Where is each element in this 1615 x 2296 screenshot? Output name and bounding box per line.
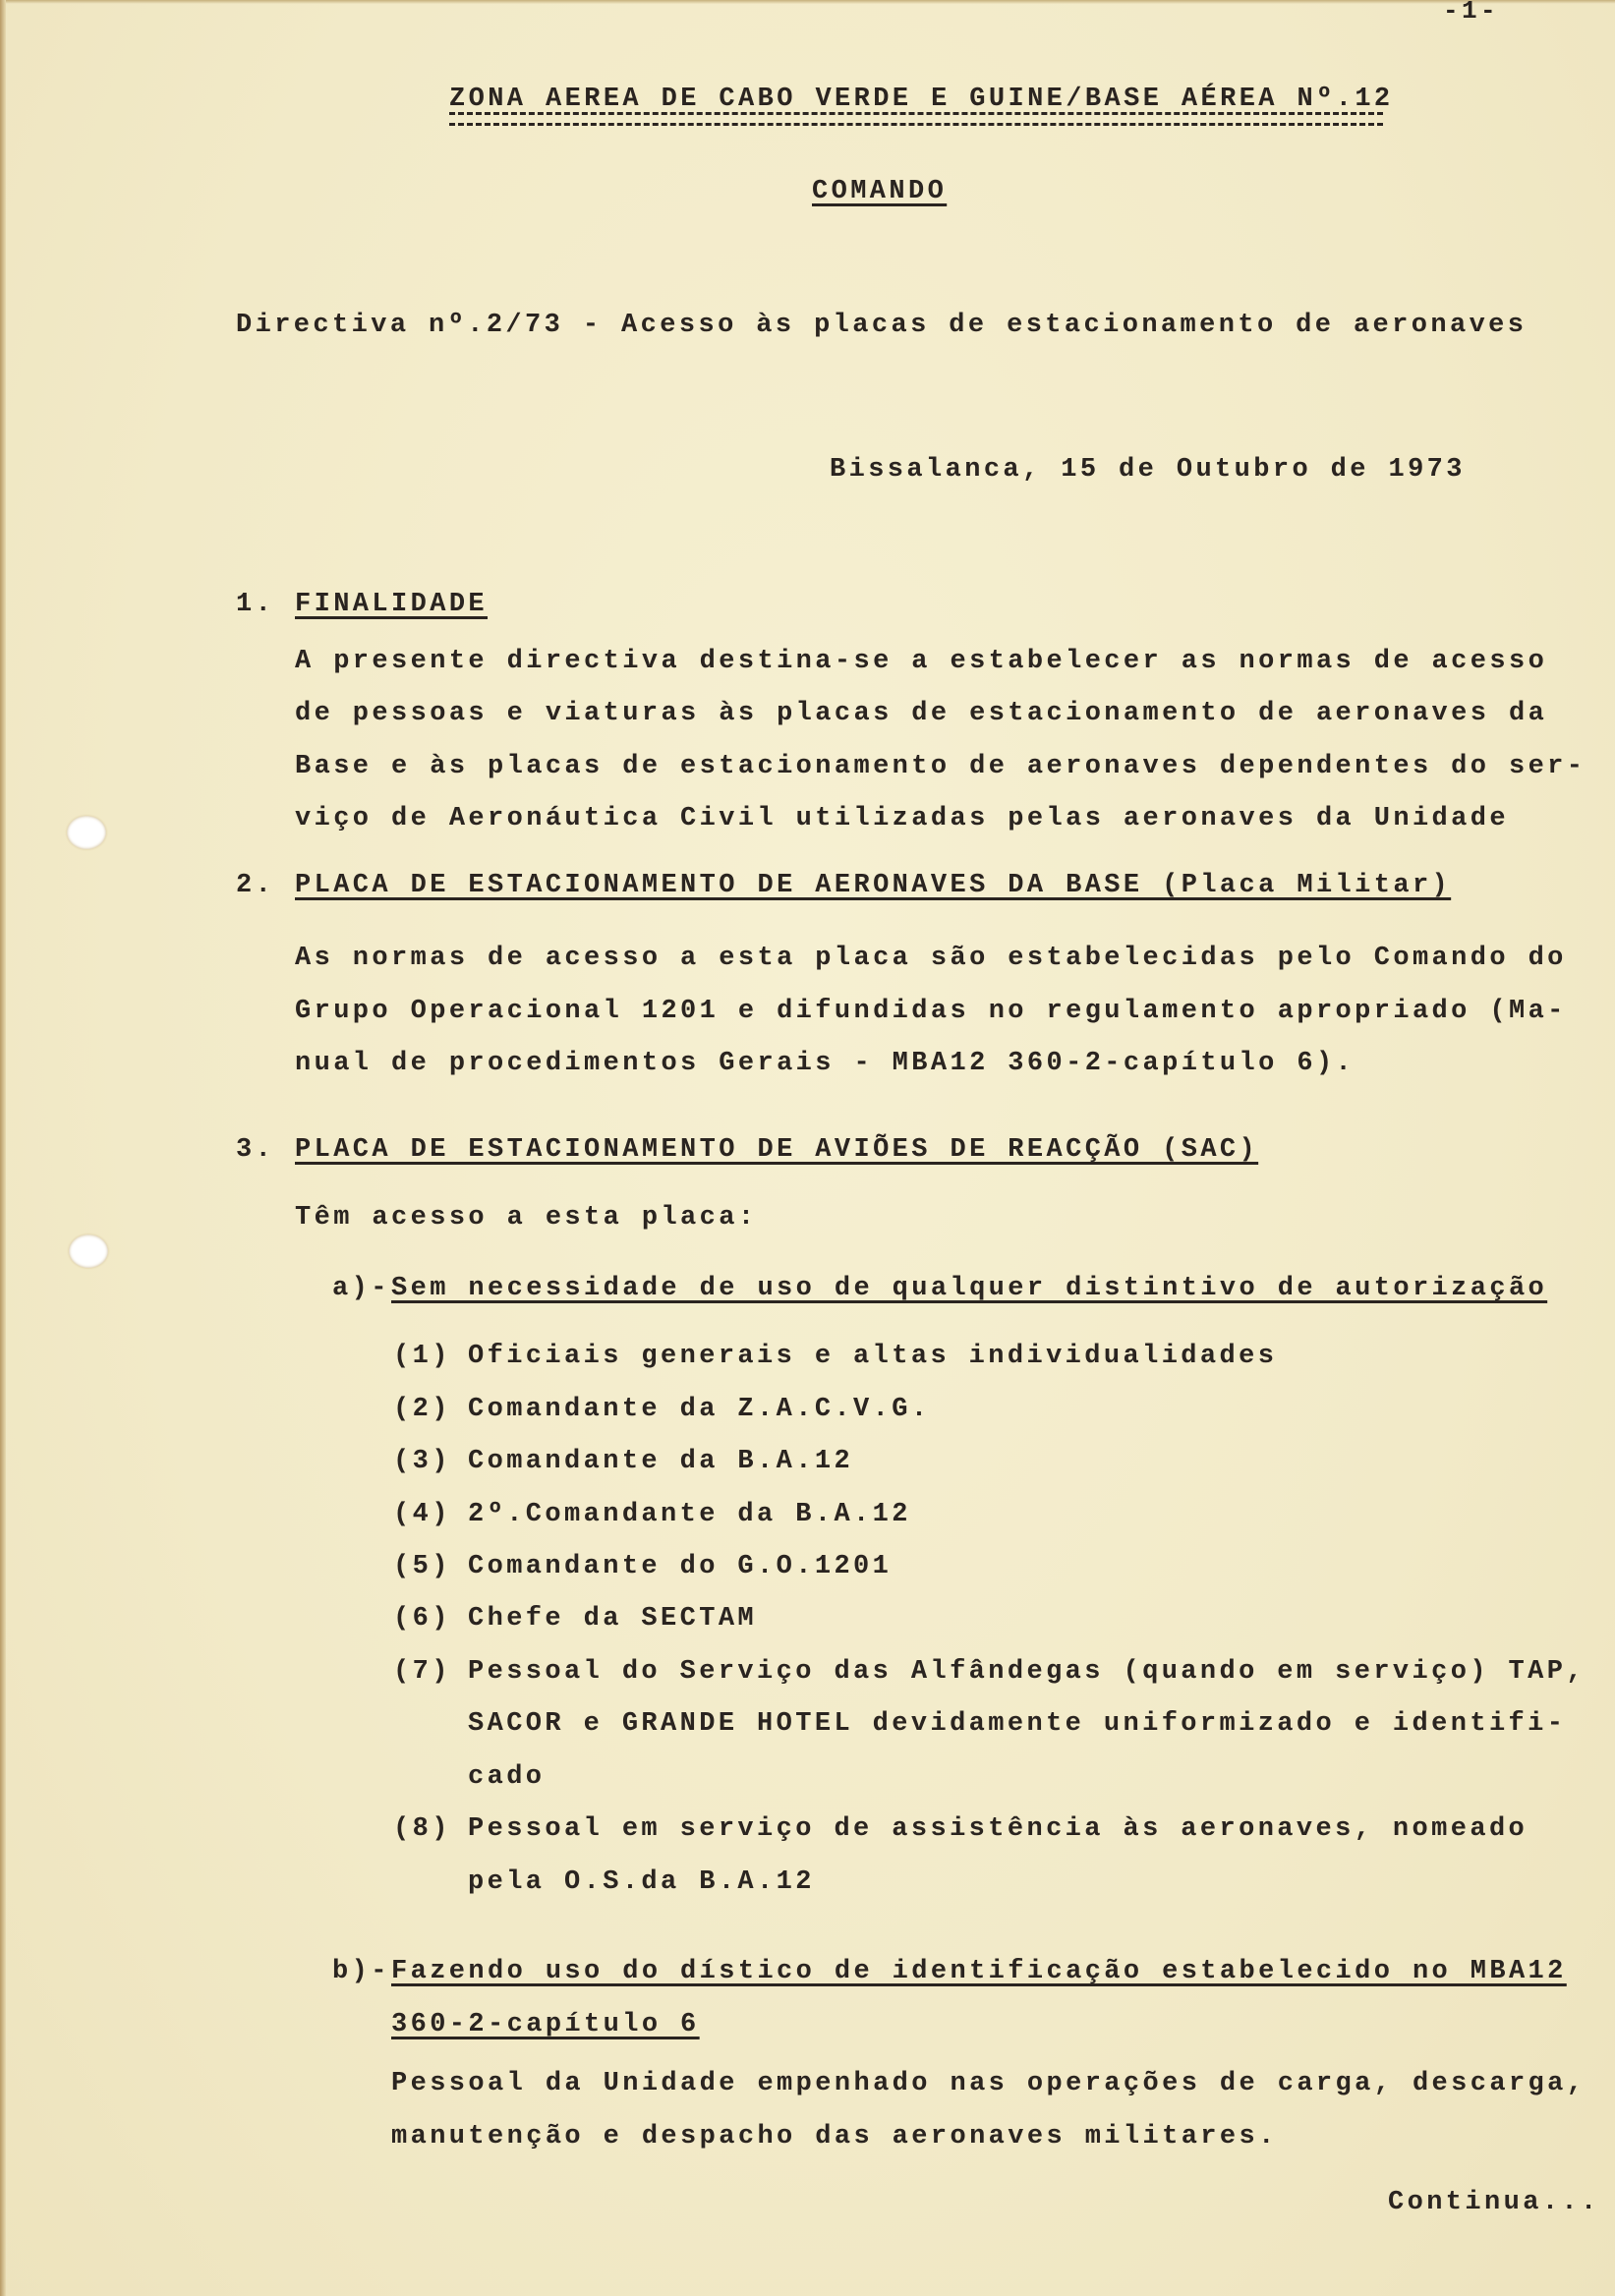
subsection-label: b)-	[332, 1957, 390, 1986]
directive-title: Directiva nº.2/73 - Acesso às placas de estacionamento de aeronaves	[236, 311, 1528, 340]
list-item-text: Comandante da B.A.12	[468, 1447, 854, 1476]
double-underline	[449, 112, 1383, 126]
section-heading: FINALIDADE	[295, 590, 489, 619]
paragraph-line: As normas de acesso a esta placa são estabelecidas pelo Comando do	[295, 944, 1567, 973]
list-item-text: Pessoal em serviço de assistência às aeronaves, nomeado	[468, 1814, 1528, 1844]
section-intro: Têm acesso a esta placa:	[295, 1203, 758, 1233]
paper-top-edge	[0, 0, 1615, 4]
section-number: 1.	[236, 590, 275, 619]
section-heading: PLACA DE ESTACIONAMENTO DE AERONAVES DA BASE (Placa Militar)	[295, 871, 1452, 900]
list-item-number: (3)	[393, 1447, 451, 1476]
list-item-number: (1)	[393, 1342, 451, 1371]
subsection-heading: 360-2-capítulo 6	[391, 2010, 700, 2039]
subsection-label: a)-	[332, 1274, 390, 1303]
list-item-text: Comandante do G.O.1201	[468, 1552, 893, 1581]
subsection-heading: Fazendo uso do dístico de identificação estabelecido no MBA12	[391, 1957, 1567, 1986]
paragraph-line: de pessoas e viaturas às placas de estacionamento de aeronaves da	[295, 699, 1548, 728]
list-item-number: (2)	[393, 1395, 451, 1424]
list-item-number: (7)	[393, 1657, 451, 1687]
paragraph-line: viço de Aeronáutica Civil utilizadas pelas aeronaves da Unidade	[295, 804, 1509, 833]
list-item-text: cado	[468, 1762, 546, 1792]
paragraph-line: Pessoal da Unidade empenhado nas operações de carga, descarga,	[391, 2069, 1586, 2098]
section-number: 3.	[236, 1135, 275, 1165]
paragraph-line: Base e às placas de estacionamento de aeronaves dependentes do ser-	[295, 752, 1586, 781]
subsection-heading: Sem necessidade de uso de qualquer distintivo de autorização	[391, 1274, 1548, 1303]
list-item-number: (5)	[393, 1552, 451, 1581]
paragraph-line: A presente directiva destina-se a estabelecer as normas de acesso	[295, 647, 1548, 676]
list-item-number: (8)	[393, 1814, 451, 1844]
page-number: -1-	[1443, 0, 1500, 26]
place-date: Bissalanca, 15 de Outubro de 1973	[830, 455, 1466, 485]
paragraph-line: manutenção e despacho das aeronaves militares.	[391, 2122, 1278, 2152]
list-item-text: Comandante da Z.A.C.V.G.	[468, 1395, 931, 1424]
punch-hole-icon	[67, 816, 106, 849]
list-item-number: (4)	[393, 1500, 451, 1529]
list-item-number: (6)	[393, 1604, 451, 1634]
list-item-text: 2º.Comandante da B.A.12	[468, 1500, 911, 1529]
department-heading: COMANDO	[812, 177, 948, 206]
section-heading: PLACA DE ESTACIONAMENTO DE AVIÕES DE REACÇÃO (SAC)	[295, 1135, 1259, 1165]
list-item-text: Chefe da SECTAM	[468, 1604, 758, 1634]
organization-heading: ZONA AEREA DE CABO VERDE E GUINE/BASE AÉREA Nº.12	[449, 85, 1394, 114]
paragraph-line: Grupo Operacional 1201 e difundidas no regulamento apropriado (Ma-	[295, 997, 1567, 1026]
continuation-note: Continua...	[1388, 2188, 1600, 2217]
section-number: 2.	[236, 871, 275, 900]
list-item-text: Oficiais generais e altas individualidades	[468, 1342, 1278, 1371]
paper-left-edge	[0, 0, 6, 2296]
list-item-text: Pessoal do Serviço das Alfândegas (quando em serviço) TAP,	[468, 1657, 1586, 1687]
punch-hole-icon	[69, 1234, 108, 1268]
list-item-text: pela O.S.da B.A.12	[468, 1867, 815, 1897]
list-item-text: SACOR e GRANDE HOTEL devidamente uniformizado e identifi-	[468, 1709, 1567, 1739]
paragraph-line: nual de procedimentos Gerais - MBA12 360-2-capítulo 6).	[295, 1049, 1355, 1078]
